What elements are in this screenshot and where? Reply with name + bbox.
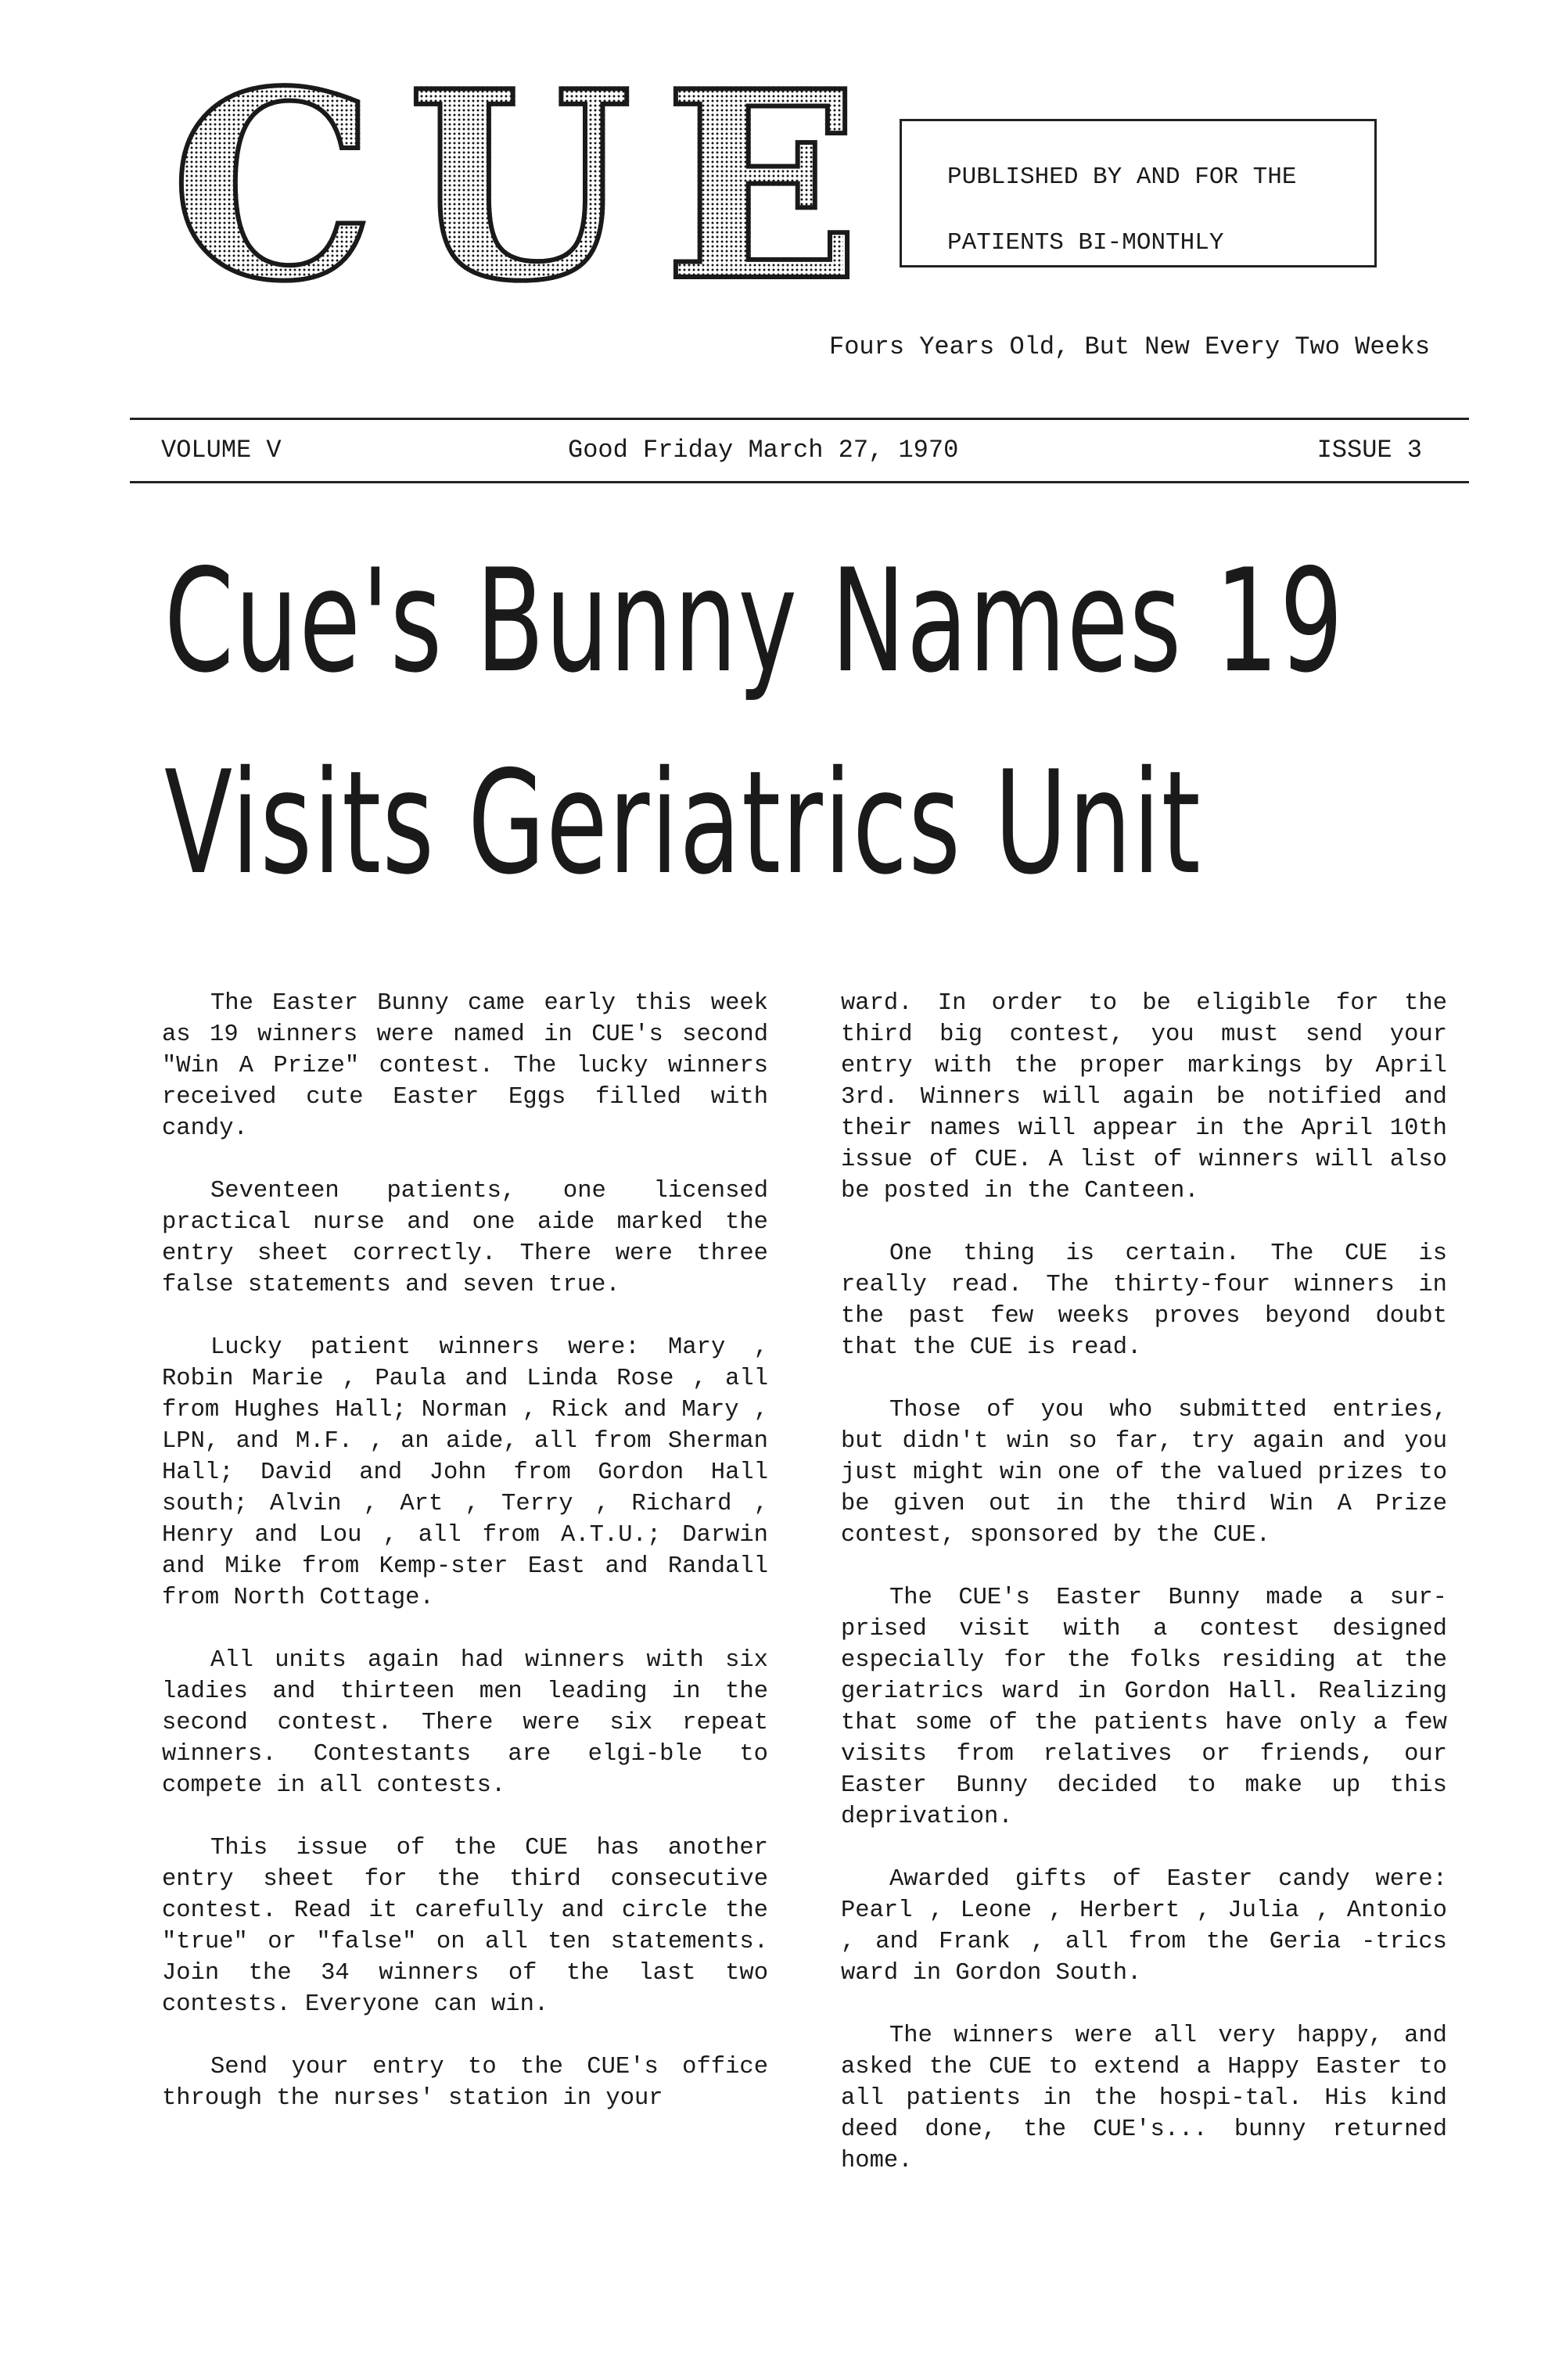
- paragraph: Awarded gifts of Easter candy were: Pearl , Leone , Herbert , Julia , Antonio , and Frank , all from the Geria -trics ward in Gordon South.: [841, 1866, 1447, 1987]
- headline-line-2: Visits Geriatrics Unit: [164, 740, 1202, 906]
- paragraph: This issue of the CUE has another entry sheet for the third consecutive contest. Read it carefully and circle the "true" or "false" on all ten statements. Join the 34 winners of the last two contests. Everyone can win.: [162, 1835, 768, 2018]
- paragraph: The CUE's Easter Bunny made a sur-prised visit with a contest designed especially for the folks residing at the geriatrics ward in Gordon Hall. Realizing that some of the patients have only a few visits from relatives or friends, our Easter Bunny decided to make up this deprivation.: [841, 1585, 1447, 1830]
- publisher-line-2: PATIENTS BI-MONTHLY: [947, 229, 1224, 257]
- paragraph: The winners were all very happy, and asked the CUE to extend a Happy Easter to all patients in the hospi-tal. His kind deed done, the CUE's... bunny returned home.: [841, 2023, 1447, 2174]
- issue-bar: [130, 433, 1469, 468]
- headline: [164, 520, 1345, 924]
- article-right-column: [841, 988, 1447, 2208]
- paragraph: Those of you who submitted entries, but didn't win so far, try again and you just might win one of the valued prizes to be given out in the third Win A Prize contest, sponsored by the CUE.: [841, 1397, 1447, 1549]
- paragraph: One thing is certain. The CUE is really read. The thirty-four winners in the past few weeks proves beyond doubt that the CUE is read.: [841, 1240, 1447, 1361]
- publisher-box: [900, 119, 1377, 267]
- headline-line-1: Cue's Bunny Names 19: [164, 538, 1345, 704]
- paragraph: Lucky patient winners were: Mary , Robin Marie , Paula and Linda Rose , all from Hughes Hall; Norman , Rick and Mary , LPN, and M.F. , an aide, all from Sherman Hall; David and John from Gordon Hall south; Alvin , Art , Terry , Richard , Henry and Lou , all from A.T.U.; Darwin and Mike from Kemp-ster East and Randall from North Cottage.: [162, 1334, 768, 1611]
- volume-label: VOLUME V: [161, 436, 282, 465]
- paragraph: Send your entry to the CUE's office through the nurses' station in your: [162, 2054, 768, 2112]
- publisher-line-1: PUBLISHED BY AND FOR THE: [947, 163, 1297, 191]
- paragraph: ward. In order to be eligible for the third big contest, you must send your entry with the proper markings by April 3rd. Winners will again be notified and their names will appear in the April 10th issue of CUE. A list of winners will also be posted in the Canteen.: [841, 990, 1447, 1204]
- cue-logo: CUE: [171, 34, 892, 338]
- issue-number: ISSUE 3: [1316, 436, 1422, 465]
- issue-date: Good Friday March 27, 1970: [568, 436, 959, 465]
- paragraph: All units again had winners with six ladies and thirteen men leading in the second contest. There were six repeat winners. Contestants are elgi-ble to compete in all contests.: [162, 1647, 768, 1799]
- bottom-divider: [130, 481, 1469, 483]
- tagline: Fours Years Old, But New Every Two Weeks: [829, 332, 1431, 361]
- top-divider: [130, 418, 1469, 420]
- article-left-column: [162, 988, 768, 2145]
- paragraph: Seventeen patients, one licensed practical nurse and one aide marked the entry sheet correctly. There were three false statements and seven true.: [162, 1178, 768, 1298]
- paragraph: The Easter Bunny came early this week as 19 winners were named in CUE's second "Win A Prize" contest. The lucky winners received cute Easter Eggs filled with candy.: [162, 990, 768, 1142]
